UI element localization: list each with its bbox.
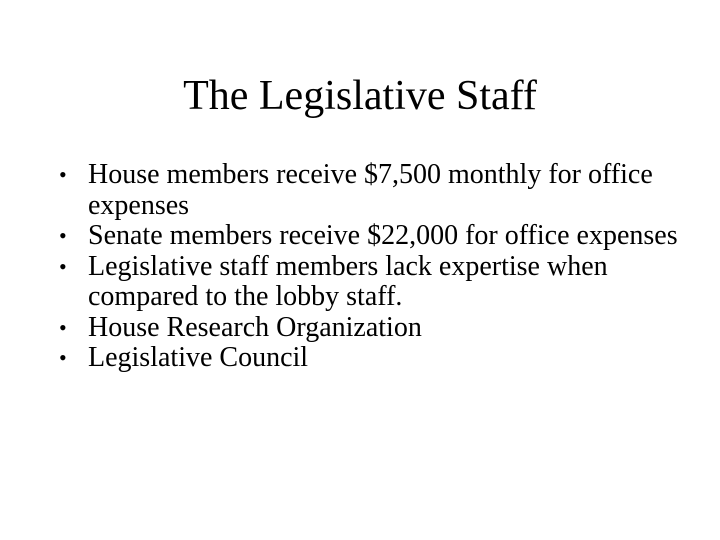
bullet-text: House Research Organization	[88, 311, 422, 343]
bullet-icon: •	[59, 253, 67, 279]
bullet-icon: •	[59, 223, 67, 248]
bullet-icon: •	[59, 314, 67, 340]
bullet-item	[48, 221, 688, 252]
bullet-item	[48, 252, 688, 313]
bullet-list	[48, 160, 688, 374]
bullet-icon: •	[59, 162, 67, 187]
slide-title: The Legislative Staff	[183, 73, 537, 119]
bullet-text: House members receive $7,500 monthly for office expenses	[88, 159, 653, 221]
bullet-text: Legislative Council	[88, 342, 309, 373]
bullet-text: Legislative staff members lack expertise when compared to the lobby staff.	[88, 250, 608, 312]
bullet-text: Senate members receive $22,000 for office expenses	[88, 220, 678, 251]
bullet-item	[48, 313, 688, 344]
bullet-icon: •	[59, 345, 67, 370]
bullet-item	[48, 343, 688, 374]
bullet-item	[48, 160, 688, 221]
